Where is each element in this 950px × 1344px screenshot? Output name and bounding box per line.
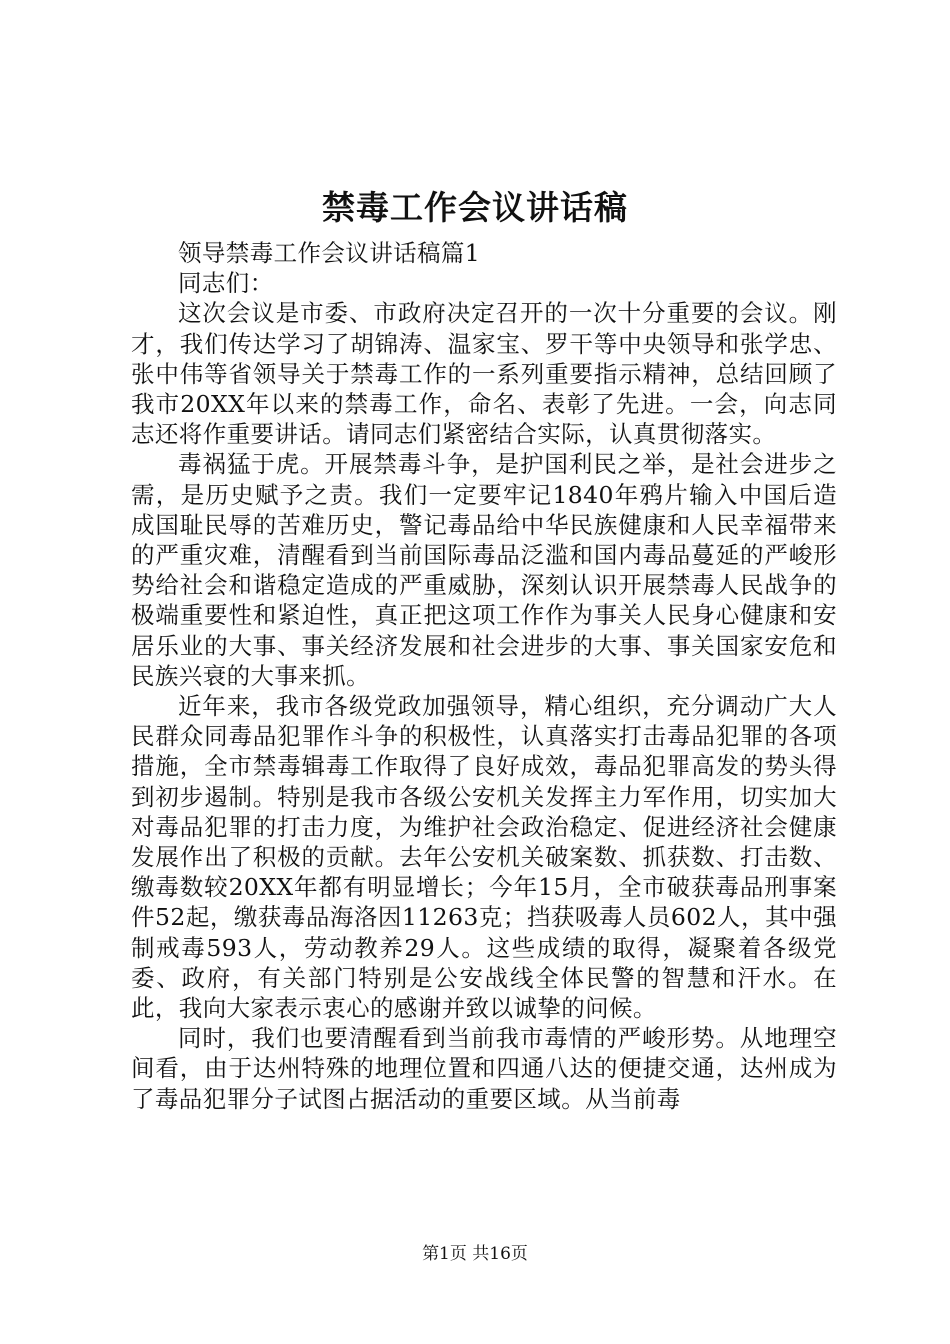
page-footer: 第1页 共16页 bbox=[422, 1244, 528, 1264]
body-paragraph: 同时，我们也要清醒看到当前我市毒情的严峻形势。从地理空间看，由于达州特殊的地理位置和四通八达的便捷交通，达州成为了毒品犯罪分子试图占据活动的重要区域。从当前毒 bbox=[131, 1024, 837, 1113]
subtitle-paragraph: 领导禁毒工作会议讲话稿篇1 bbox=[178, 239, 481, 267]
document-title: 禁毒工作会议讲话稿 bbox=[322, 188, 628, 227]
body-paragraph: 这次会议是市委、市政府决定召开的一次十分重要的会议。刚才，我们传达学习了胡锦涛、温家宝、罗干等中央领导和张学忠、张中伟等省领导关于禁毒工作的一系列重要指示精神，总结回顾了我市20XX年以来的禁毒工作，命名、表彰了先进。一会，向志同志还将作重要讲话。请同志们紧密结合实际，认真贯彻落实。 bbox=[131, 299, 837, 449]
salutation-paragraph: 同志们： bbox=[178, 269, 274, 298]
document-body bbox=[131, 238, 837, 1114]
body-paragraph: 毒祸猛于虎。开展禁毒斗争，是护国利民之举，是社会进步之需，是历史赋予之责。我们一定要牢记1840年鸦片输入中国后造成国耻民辱的苦难历史，警记毒品给中华民族健康和人民幸福带来的严重灾难，清醒看到当前国际毒品泛滥和国内毒品蔓延的严峻形势给社会和谐稳定造成的严重威胁，深刻认识开展禁毒人民战争的极端重要性和紧迫性，真正把这项工作作为事关人民身心健康和安居乐业的大事、事关经济发展和社会进步的大事、事关国家安危和民族兴衰的大事来抓。 bbox=[131, 450, 837, 690]
body-paragraph: 近年来，我市各级党政加强领导，精心组织，充分调动广大人民群众同毒品犯罪作斗争的积极性，认真落实打击毒品犯罪的各项措施，全市禁毒辑毒工作取得了良好成效，毒品犯罪高发的势头得到初步遏制。特别是我市各级公安机关发挥主力军作用，切实加大对毒品犯罪的打击力度，为维护社会政治稳定、促进经济社会健康发展作出了积极的贡献。去年公安机关破案数、抓获数、打击数、缴毒数较20XX年都有明显增长；今年15月，全市破获毒品刑事案件52起，缴获毒品海洛因11263克；挡获吸毒人员602人，其中强制戒毒593人，劳动教养29人。这些成绩的取得，凝聚着各级党委、政府，有关部门特别是公安战线全体民警的智慧和汗水。在此，我向大家表示衷心的感谢并致以诚挚的问候。 bbox=[131, 692, 837, 1023]
